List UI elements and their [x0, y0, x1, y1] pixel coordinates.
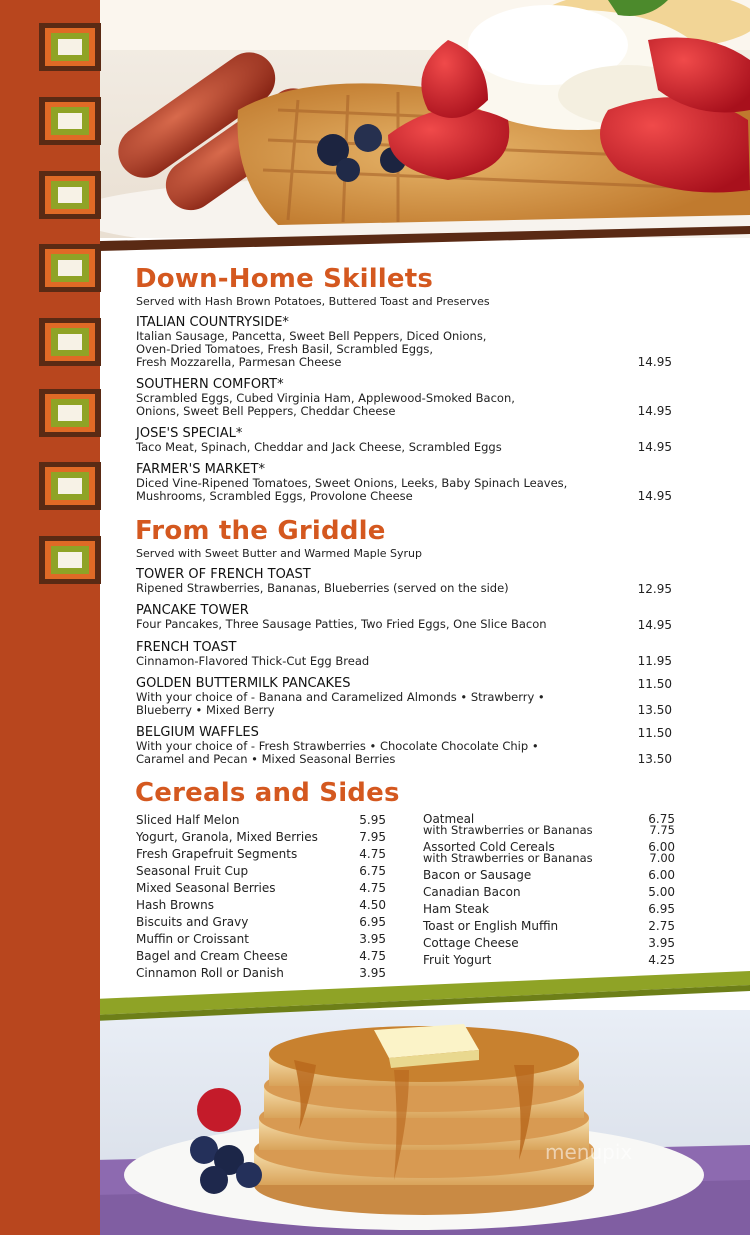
item-description: Mushrooms, Scrambled Eggs, Provolone Cheese: [136, 489, 413, 503]
side-variant-name: with Strawberries or Bananas: [423, 851, 593, 865]
item-description: Taco Meat, Spinach, Cheddar and Jack Cheese, Scrambled Eggs: [136, 440, 502, 454]
side-name: Fresh Grapefruit Segments: [136, 847, 298, 861]
skillets-section-title: Down-Home Skillets: [135, 264, 434, 294]
decorative-square-icon: [38, 96, 102, 146]
skillets-section-subtitle: Served with Hash Brown Potatoes, Buttered Toast and Preserves: [136, 295, 490, 308]
side-price: 4.75: [359, 881, 386, 895]
side-price: 5.00: [648, 885, 675, 899]
menu-item: [136, 676, 676, 717]
item-name: FARMER'S MARKET*: [136, 462, 265, 477]
side-name: Sliced Half Melon: [136, 813, 240, 827]
item-description: Oven-Dried Tomatoes, Fresh Basil, Scrambled Eggs,: [136, 342, 433, 356]
side-name: Cinnamon Roll or Danish: [136, 966, 284, 980]
side-name: Hash Browns: [136, 898, 214, 912]
side-price: 6.75: [648, 812, 675, 826]
side-name: Muffin or Croissant: [136, 932, 249, 946]
side-variant-name: with Strawberries or Bananas: [423, 823, 593, 837]
decorative-square-icon: [38, 22, 102, 72]
side-name: Biscuits and Gravy: [136, 915, 249, 929]
item-description: Blueberry • Mixed Berry: [136, 703, 275, 717]
side-name: Bacon or Sausage: [423, 868, 532, 882]
item-name: FRENCH TOAST: [136, 640, 237, 655]
side-price: 6.95: [359, 915, 386, 929]
side-name: Oatmeal: [423, 812, 475, 826]
item-price: 14.95: [637, 355, 672, 369]
side-price: 7.75: [649, 823, 675, 837]
side-price: 2.75: [648, 919, 675, 933]
menu-item: [136, 725, 676, 766]
item-price: 14.95: [637, 404, 672, 418]
menu-item: [136, 567, 676, 595]
item-description: Caramel and Pecan • Mixed Seasonal Berries: [136, 752, 396, 766]
menu-item: [136, 426, 676, 454]
side-name: Bagel and Cream Cheese: [136, 949, 288, 963]
side-price: 6.95: [648, 902, 675, 916]
item-name: PANCAKE TOWER: [136, 603, 249, 618]
item-description: Onions, Sweet Bell Peppers, Cheddar Cheese: [136, 404, 396, 418]
decorative-square-icon: [38, 317, 102, 367]
item-description: Diced Vine-Ripened Tomatoes, Sweet Onions, Leeks, Baby Spinach Leaves,: [136, 476, 568, 490]
decorative-square-icon: [38, 461, 102, 511]
item-description: With your choice of - Fresh Strawberries • Chocolate Chocolate Chip •: [136, 739, 539, 753]
side-name: Seasonal Fruit Cup: [136, 864, 249, 878]
side-price: 3.95: [359, 932, 386, 946]
item-name: GOLDEN BUTTERMILK PANCAKES: [136, 676, 351, 691]
item-description: Scrambled Eggs, Cubed Virginia Ham, Applewood-Smoked Bacon,: [136, 391, 515, 405]
griddle-section-title: From the Griddle: [135, 516, 386, 546]
item-price: 12.95: [637, 582, 672, 596]
item-description: With your choice of - Banana and Caramelized Almonds • Strawberry •: [136, 690, 545, 704]
side-price: 4.50: [359, 898, 386, 912]
side-name: Ham Steak: [423, 902, 489, 916]
item-name: ITALIAN COUNTRYSIDE*: [136, 315, 289, 330]
item-description: Italian Sausage, Pancetta, Sweet Bell Peppers, Diced Onions,: [136, 329, 487, 343]
menu-item: [136, 462, 676, 503]
side-name: Canadian Bacon: [423, 885, 521, 899]
side-price: 3.95: [648, 936, 675, 950]
side-name: Assorted Cold Cereals: [423, 840, 555, 854]
side-name: Toast or English Muffin: [423, 919, 559, 933]
side-price: 6.75: [359, 864, 386, 878]
pancake-stack-photo: [94, 1010, 750, 1235]
side-price: 4.75: [359, 949, 386, 963]
griddle-section-subtitle: Served with Sweet Butter and Warmed Maple Syrup: [136, 547, 423, 560]
side-name: Fruit Yogurt: [423, 953, 492, 967]
side-price: 6.00: [648, 840, 675, 854]
item-price: 13.50: [637, 703, 672, 717]
item-description: Cinnamon-Flavored Thick-Cut Egg Bread: [136, 654, 370, 668]
menu-item: [136, 640, 676, 668]
top-divider: [0, 210, 750, 260]
item-name: SOUTHERN COMFORT*: [136, 377, 284, 392]
menu-item: [136, 315, 676, 369]
cereals-section-title: Cereals and Sides: [135, 778, 400, 808]
item-name: BELGIUM WAFFLES: [136, 725, 259, 740]
item-price: 14.95: [637, 489, 672, 503]
waffle-breakfast-photo: [48, 0, 750, 238]
side-name: Yogurt, Granola, Mixed Berries: [136, 830, 318, 844]
item-price: 11.95: [637, 654, 672, 668]
watermark: menupix: [545, 1140, 633, 1164]
item-price: 11.50: [637, 726, 672, 740]
item-description: Fresh Mozzarella, Parmesan Cheese: [136, 355, 342, 369]
side-price: 3.95: [359, 966, 386, 980]
item-price: 14.95: [637, 618, 672, 632]
item-name: TOWER OF FRENCH TOAST: [136, 567, 311, 582]
side-price: 7.00: [649, 851, 675, 865]
menu-item: [136, 377, 676, 418]
decorative-square-icon: [38, 388, 102, 438]
item-price: 11.50: [637, 677, 672, 691]
item-name: JOSE'S SPECIAL*: [136, 426, 243, 441]
menu-item: [136, 603, 676, 631]
item-description: Four Pancakes, Three Sausage Patties, Two Fried Eggs, One Slice Bacon: [136, 617, 547, 631]
side-price: 4.75: [359, 847, 386, 861]
side-name: Cottage Cheese: [423, 936, 519, 950]
side-name: Mixed Seasonal Berries: [136, 881, 276, 895]
side-price: 6.00: [648, 868, 675, 882]
decorative-square-icon: [38, 535, 102, 585]
item-price: 13.50: [637, 752, 672, 766]
item-description: Ripened Strawberries, Bananas, Blueberries (served on the side): [136, 581, 509, 595]
decorative-square-icon: [38, 170, 102, 220]
side-price: 5.95: [359, 813, 386, 827]
decorative-square-icon: [38, 243, 102, 293]
item-price: 14.95: [637, 440, 672, 454]
side-price: 4.25: [648, 953, 675, 967]
side-price: 7.95: [359, 830, 386, 844]
